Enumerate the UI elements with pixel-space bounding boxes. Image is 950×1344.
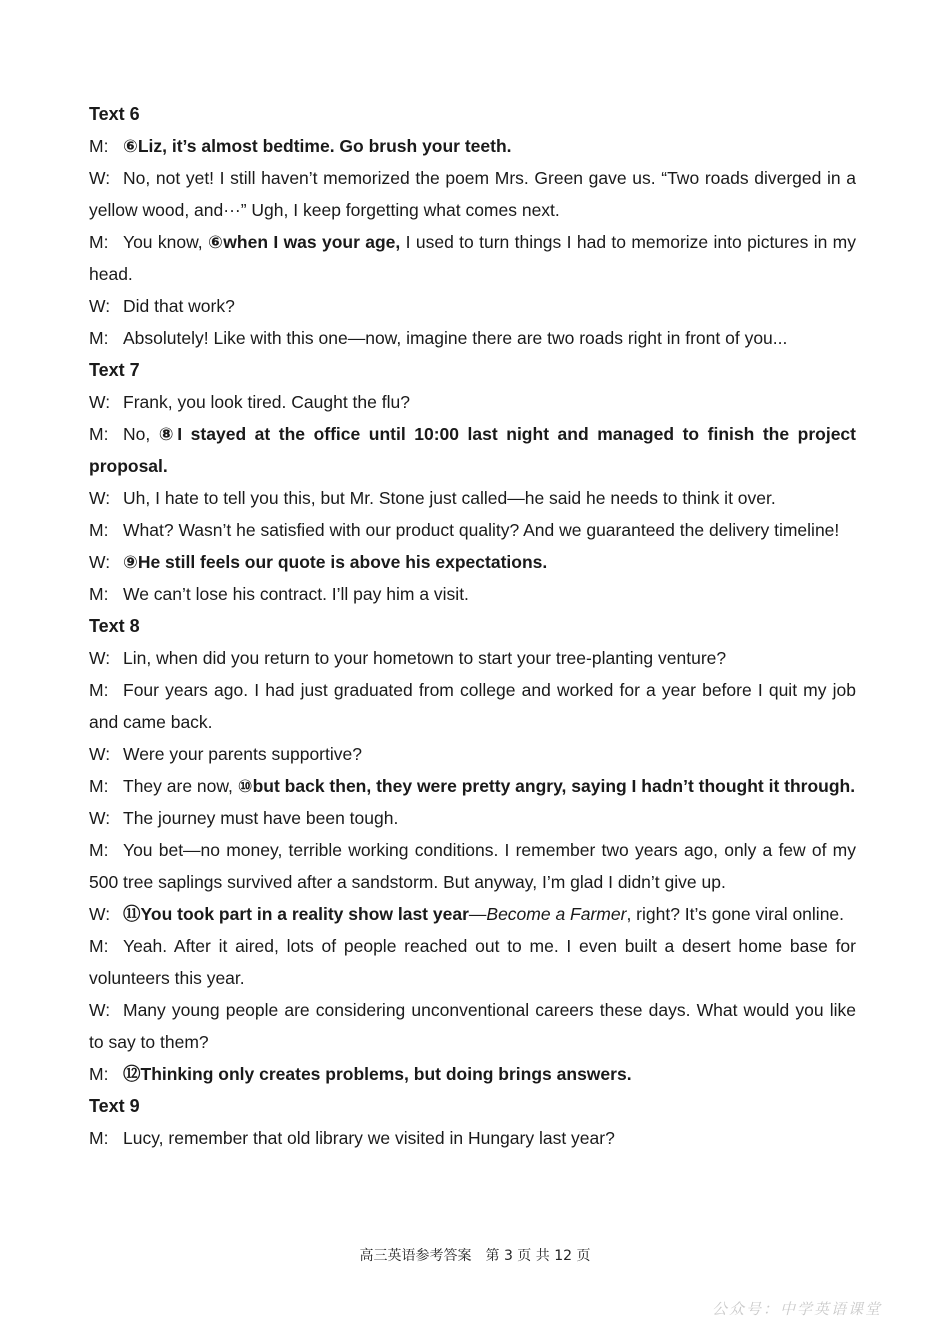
dialogue-line [89, 642, 856, 674]
highlighted-answer: ⑥Liz, it’s almost bedtime. Go brush your teeth. [123, 136, 512, 156]
dialogue-line [89, 770, 856, 802]
dialogue-line [89, 546, 856, 578]
speaker-label: W: [89, 488, 111, 508]
speaker-label: W: [89, 392, 111, 412]
dialogue-line [89, 1058, 856, 1090]
speaker-label: W: [89, 904, 111, 924]
dialogue-text: Frank, you look tired. Caught the flu? [123, 392, 410, 412]
speaker-label: M: [89, 328, 109, 348]
dialogue-text: Were your parents supportive? [123, 744, 362, 764]
dialogue-text: Lucy, remember that old library we visited in Hungary last year? [123, 1128, 615, 1148]
highlighted-answer: ⑥when I was your age, [207, 232, 401, 252]
highlighted-answer: ⑨He still feels our quote is above his expectations. [123, 552, 548, 572]
speaker-label: W: [89, 648, 111, 668]
speaker-label: M: [89, 584, 109, 604]
dialogue-line [89, 418, 856, 482]
dialogue-text: We can’t lose his contract. I’ll pay him a visit. [123, 584, 469, 604]
dialogue-line [89, 162, 856, 226]
dialogue-text: The journey must have been tough. [123, 808, 399, 828]
dialogue-line [89, 130, 856, 162]
dialogue-text: You know, [123, 232, 208, 252]
dash: — [468, 904, 487, 924]
highlighted-answer: ⑪You took part in a reality show last year [123, 904, 469, 924]
section-heading: Text 7 [89, 360, 140, 380]
section-heading: Text 6 [89, 104, 140, 124]
dialogue-line [89, 674, 856, 738]
dialogue-line [89, 738, 856, 770]
speaker-label: W: [89, 744, 111, 764]
speaker-label: M: [89, 936, 109, 956]
dialogue-text: Four years ago. I had just graduated from college and worked for a year before I quit my job and came back. [89, 680, 856, 732]
dialogue-line [89, 386, 856, 418]
dialogue-line [89, 1122, 856, 1154]
dialogue-text: Lin, when did you return to your hometown to start your tree-planting venture? [123, 648, 727, 668]
dialogue-text: I used to turn things I had to memorize into pictures in my head. [89, 232, 856, 284]
dialogue-text: You bet—no money, terrible working conditions. I remember two years ago, only a few of my 500 tree saplings survived after a sandstorm. But anyway, I’m glad I didn’t give up. [89, 840, 856, 892]
show-title: Become a Farmer [486, 904, 627, 924]
dialogue-text: Many young people are considering unconventional careers these days. What would you like to say to them? [89, 1000, 856, 1052]
speaker-label: W: [89, 1000, 111, 1020]
dialogue-line [89, 834, 856, 898]
dialogue-line [89, 930, 856, 994]
dialogue-text: What? Wasn’t he satisfied with our product quality? And we guaranteed the delivery timeline! [123, 520, 840, 540]
dialogue-line [89, 514, 856, 546]
dialogue-text: Uh, I hate to tell you this, but Mr. Stone just called—he said he needs to think it over. [123, 488, 776, 508]
dialogue-line [89, 322, 856, 354]
speaker-label: M: [89, 520, 109, 540]
dialogue-line [89, 898, 856, 930]
document-body [89, 98, 856, 1154]
speaker-label: W: [89, 808, 111, 828]
dialogue-text: Yeah. After it aired, lots of people reached out to me. I even built a desert home base for volunteers this year. [89, 936, 856, 988]
dialogue-text: No, [123, 424, 159, 444]
speaker-label: M: [89, 776, 109, 796]
speaker-label: M: [89, 136, 109, 156]
highlighted-answer: ⑩but back then, they were pretty angry, saying I hadn’t thought it through. [237, 776, 856, 796]
dialogue-line [89, 226, 856, 290]
speaker-label: M: [89, 232, 109, 252]
speaker-label: W: [89, 296, 111, 316]
dialogue-line [89, 578, 856, 610]
speaker-label: M: [89, 1064, 109, 1084]
speaker-label: W: [89, 552, 111, 572]
section-heading: Text 9 [89, 1096, 140, 1116]
speaker-label: M: [89, 424, 109, 444]
watermark: 公众号：中学英语课堂 [711, 1300, 882, 1318]
dialogue-line [89, 802, 856, 834]
speaker-label: M: [89, 1128, 109, 1148]
dialogue-line [89, 290, 856, 322]
dialogue-text: Absolutely! Like with this one—now, imagine there are two roads right in front of you... [123, 328, 788, 348]
dialogue-text: , right? It’s gone viral online. [626, 904, 845, 924]
speaker-label: W: [89, 168, 111, 188]
dialogue-line [89, 994, 856, 1058]
dialogue-text: They are now, [123, 776, 238, 796]
dialogue-line [89, 482, 856, 514]
highlighted-answer: ⑧I stayed at the office until 10:00 last night and managed to finish the project proposal. [89, 424, 856, 476]
highlighted-answer: ⑫Thinking only creates problems, but doing brings answers. [123, 1064, 632, 1084]
dialogue-text: No, not yet! I still haven’t memorized the poem Mrs. Green gave us. “Two roads diverged in a yellow wood, and···” Ugh, I keep forgetting what comes next. [89, 168, 856, 220]
page-footer: 高三英语参考答案 第 3 页 共 12 页 [359, 1248, 591, 1264]
speaker-label: M: [89, 680, 109, 700]
section-heading: Text 8 [89, 616, 140, 636]
dialogue-text: Did that work? [123, 296, 235, 316]
speaker-label: M: [89, 840, 109, 860]
